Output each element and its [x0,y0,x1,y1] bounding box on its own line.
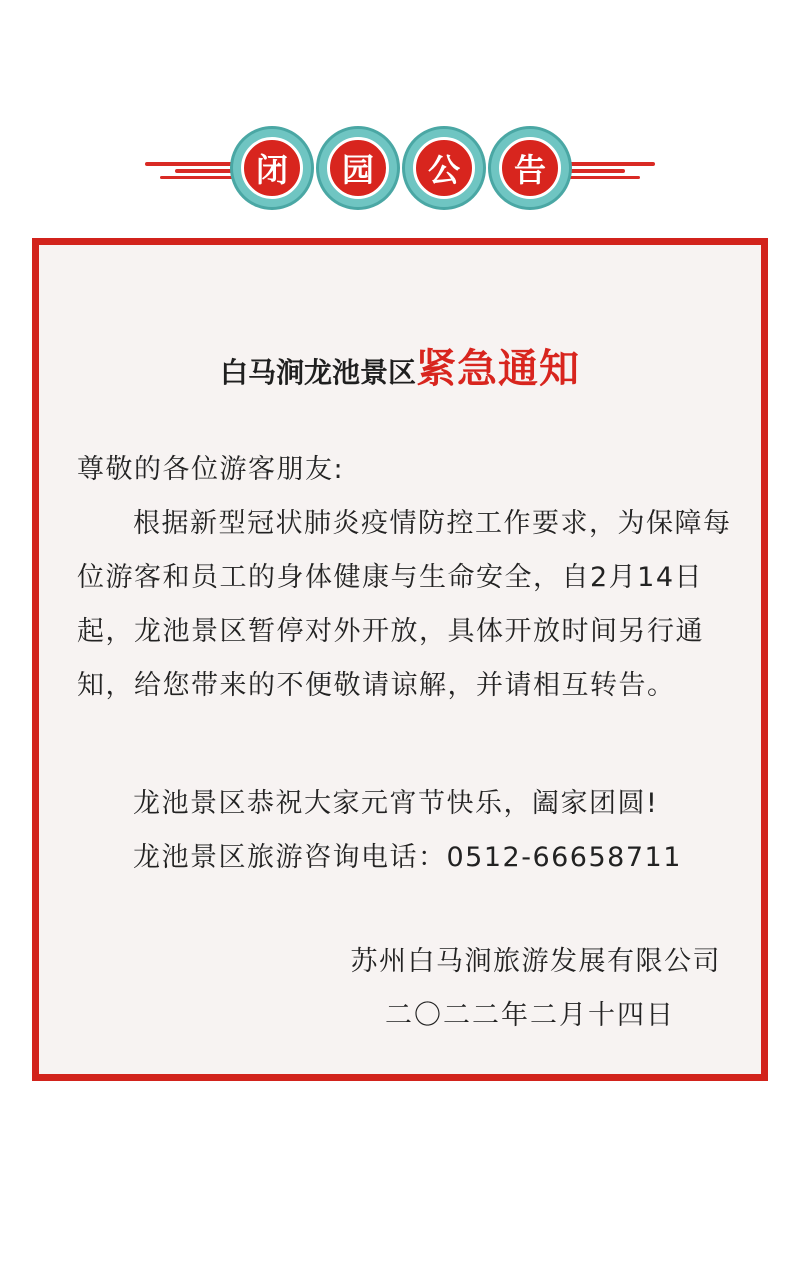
banner-char: 告 [499,137,561,199]
notice-date: 二〇二二年二月十四日 [385,1000,675,1031]
banner-char: 园 [327,137,389,199]
banner-char: 闭 [241,137,303,199]
banner-circle [402,126,486,210]
notice-frame [32,238,768,1081]
banner-char: 公 [413,137,475,199]
notice-body: 根据新型冠状肺炎疫情防控工作要求，为保障每位游客和员工的身体健康与生命安全，自2月14日起，龙池景区暂停对外开放，具体开放时间另行通知，给您带来的不便敬请谅解，并请相互转告。 [77,508,732,701]
notice-title-main: 白马涧龙池景区 [219,356,416,389]
notice-title-accent: 紧急通知 [416,346,580,392]
notice-wish: 龙池景区恭祝大家元宵节快乐，阖家团圆! [133,788,659,819]
banner-circle [488,126,572,210]
banner-circle [230,126,314,210]
notice-phone: 龙池景区旅游咨询电话：0512-66658711 [133,842,682,873]
banner-circle [316,126,400,210]
header-banner [0,118,800,218]
notice-title [39,337,761,394]
notice-greeting: 尊敬的各位游客朋友: [77,454,345,485]
notice-company: 苏州白马涧旅游发展有限公司 [350,946,721,977]
